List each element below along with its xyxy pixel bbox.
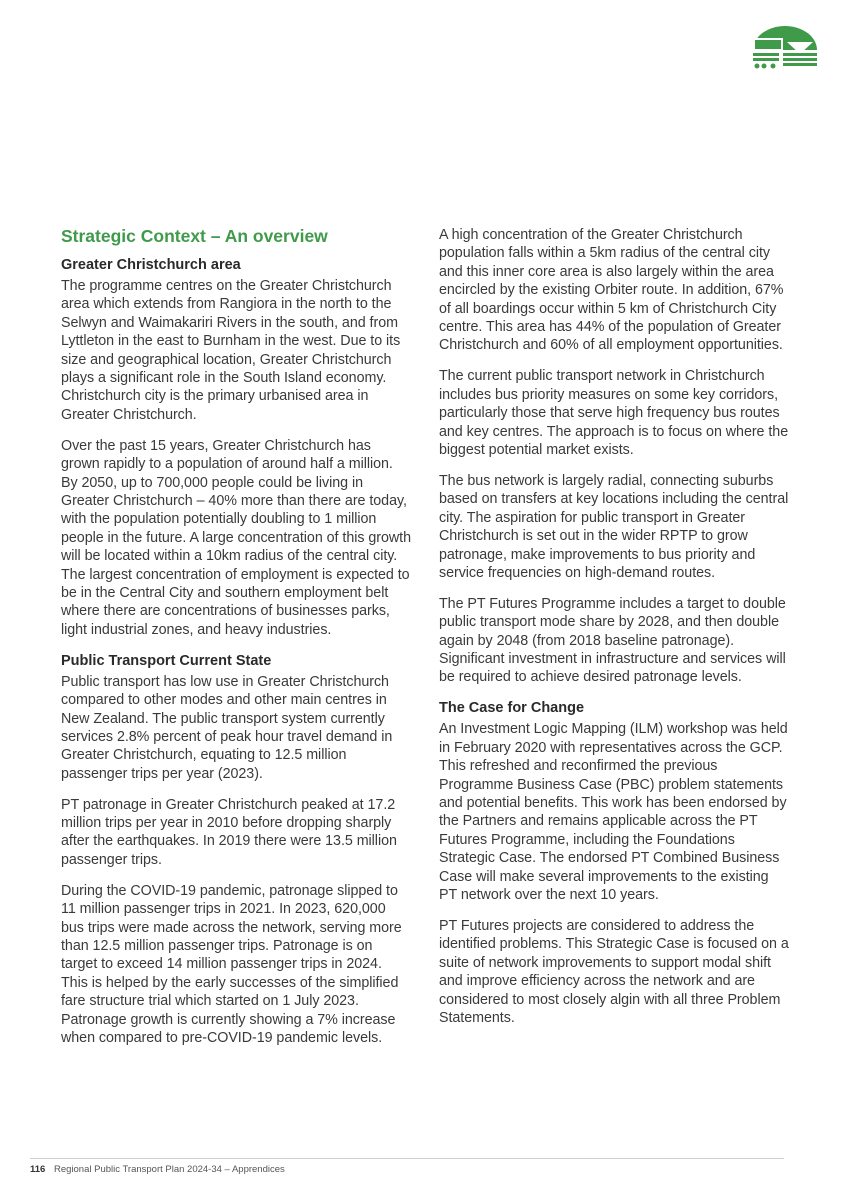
paragraph: PT patronage in Greater Christchurch peaked at 17.2 million trips per year in 2010 before dropping sharply after the earthquakes. In 2019 there were 13.5 million passenger trips. [61, 796, 397, 868]
section-heading-case-for-change: The Case for Change [439, 700, 585, 717]
paragraph: The current public transport network in Christchurch includes bus priority measures on some key corridors, particularly those that serve high frequency bus routes and key centres. The approach is to focus on where the biggest potential market exists. [439, 368, 789, 458]
paragraph: During the COVID-19 pandemic, patronage slipped to 11 million passenger trips in 2021. In 2023, 620,000 bus trips were made across the network, serving more than 12.5 million passenger trips. Patronage is on target to exceed 14 million passenger trips in 2024. This is helped by the early successes of the simplified fare structure trial which started on 1 July 2023. Patronage growth is currently showing a 7% increase when compared to pre-COVID-19 pandemic levels. [61, 882, 402, 1047]
footer-divider [30, 1158, 784, 1159]
paragraph: A high concentration of the Greater Christchurch population falls within a 5km radius of the central city and this inner core area is also largely within the area encircled by the existing Orbiter route. In addition, 67% of all boardings occur within 5 km of Christchurch City centre. This area has 44% of the population of Greater Christchurch and 60% of all employment opportunities. [439, 227, 784, 354]
section-heading-greater-christchurch: Greater Christchurch area [61, 257, 241, 273]
paragraph: The programme centres on the Greater Christchurch area which extends from Rangiora in the north to the Selwyn and Waimakariri Rivers in the south, and from Lyttleton in the east to Burnham in the west. Due to its size and geographical location, Greater Christchurch plays a significant role in the South Island economy. Christchurch city is the primary urbanised area in Greater Christchurch. [61, 278, 401, 423]
paragraph: Over the past 15 years, Greater Christchurch has grown rapidly to a population of around half a million. By 2050, up to 700,000 people could be living in Greater Christchurch – 40% more than there are today, with the population potentially doubling to 1 million people in the future. A large concentration of this growth will be located within a 10km radius of the central city. The largest concentration of employment is expected to be in the Central City and southern employment belt where there are concentrations of businesses parks, light industrial zones, and heavy industries. [61, 437, 411, 638]
footer-text: Regional Public Transport Plan 2024-34 – Apprendices [53, 1164, 285, 1175]
paragraph: The bus network is largely radial, connecting suburbs based on transfers at key locations including the central city. The aspiration for public transport in Greater Christchurch is set out in the wider RPTP to grow patronage, make improvements to bus priority and service frequencies on high-demand routes. [439, 472, 789, 581]
right-column [439, 226, 789, 1040]
section-heading-pt-current-state: Public Transport Current State [61, 652, 272, 669]
page-title: Strategic Context – An overview [61, 226, 328, 246]
transport-logo-icon [751, 26, 819, 70]
left-column [61, 226, 411, 1060]
paragraph: Public transport has low use in Greater Christchurch compared to other modes and other main centres in New Zealand. The public transport system currently services 2.8% percent of peak hour travel demand in Greater Christchurch, equating to 12.5 million passenger trips per year (2023). [61, 673, 393, 782]
page-number: 116 [30, 1164, 46, 1175]
page-footer [30, 1164, 285, 1176]
paragraph: PT Futures projects are considered to address the identified problems. This Strategic Case is focused on a suite of network improvements to support modal shift and improve efficiency across the network and are considered to most closely algin with all three Problem Statements. [439, 917, 789, 1026]
paragraph: An Investment Logic Mapping (ILM) workshop was held in February 2020 with representatives across the GCP. This refreshed and reconfirmed the previous Programme Business Case (PBC) problem statements and potential benefits. This work has been endorsed by the Partners and remains applicable across the PT Futures Programme, including the Foundations Strategic Case. The endorsed PT Combined Business Case will make several improvements to the existing PT network over the next 10 years. [439, 721, 788, 903]
paragraph: The PT Futures Programme includes a target to double public transport mode share by 2028, and then double again by 2048 (from 2018 baseline patronage). Significant investment in infrastructure and services will be required to achieve desired patronage levels. [439, 595, 786, 686]
